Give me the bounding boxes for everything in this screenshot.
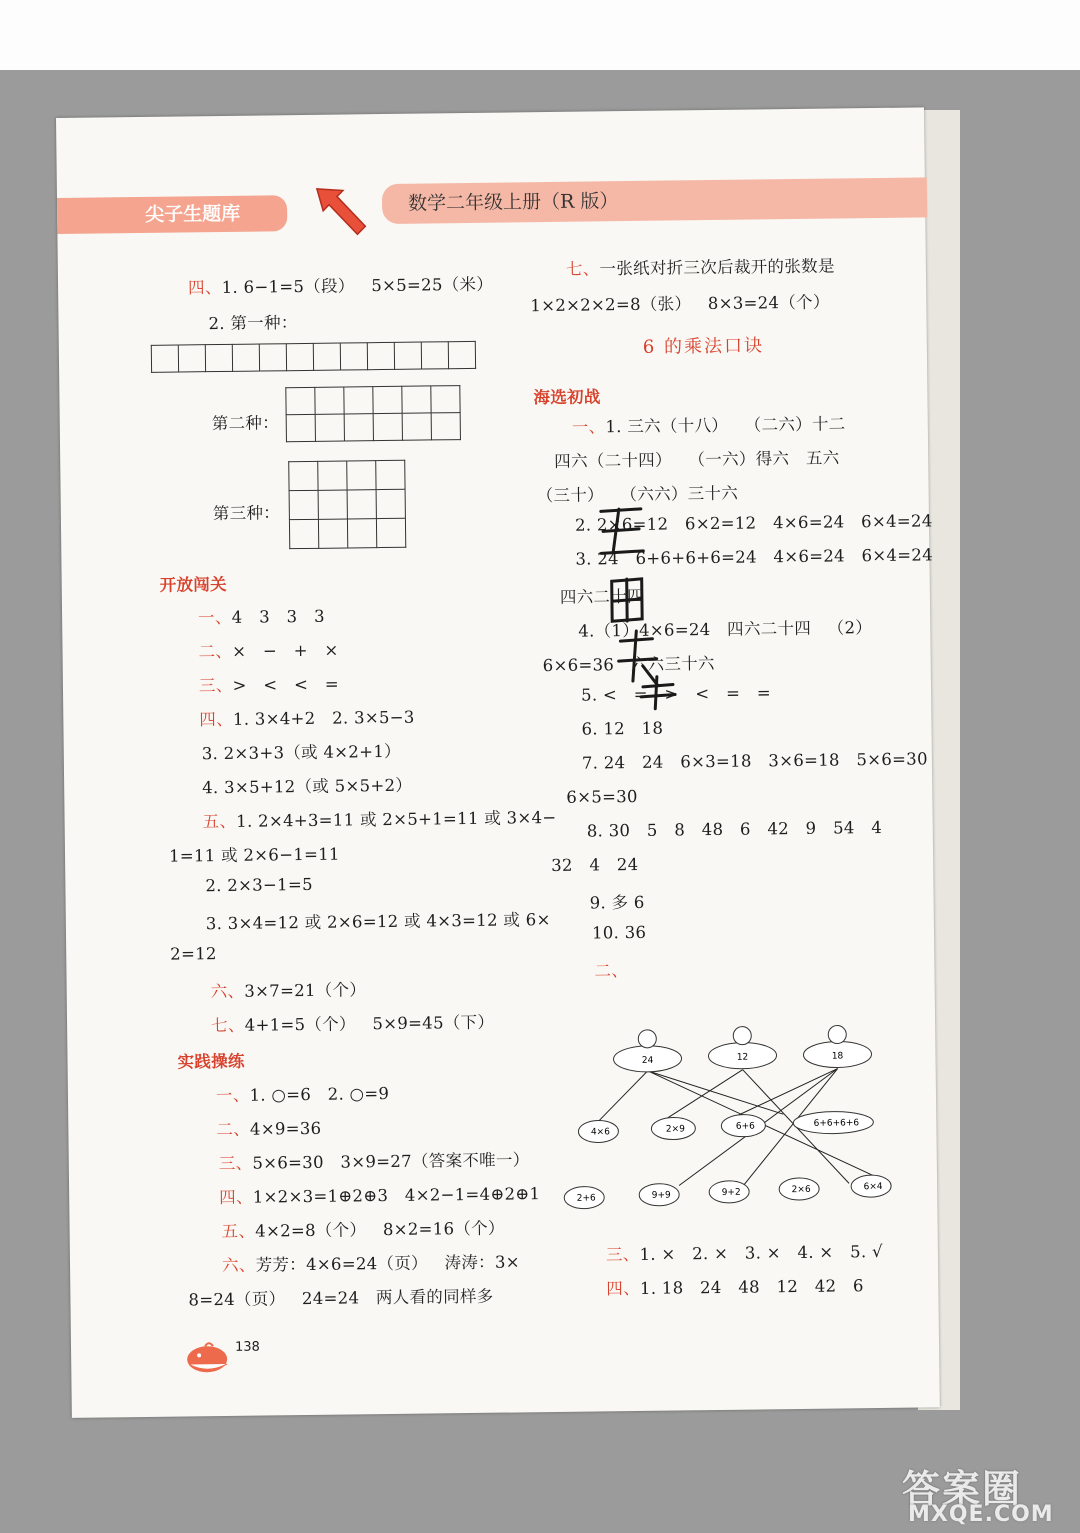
series-banner: 尖子生题库: [57, 195, 287, 234]
cloud-label-12: 12: [736, 1052, 749, 1063]
right-line-14: 6. 12 18: [581, 718, 664, 739]
left-line-14: 2. 2×3−1=5: [205, 874, 313, 896]
left-line-12: 五、1. 2×4+3=11 或 2×5+1=11 或 3×4−: [202, 807, 557, 832]
watermark-url: MXQE.COM: [908, 1502, 1054, 1527]
grid-third: [288, 460, 406, 549]
right-line-16: 6×5=30: [566, 786, 638, 807]
tadpole-label-6x4-sum: 6+6+6+6: [813, 1118, 860, 1129]
left-line-17: 六、3×7=21（个）: [210, 980, 367, 1002]
cloud-label-24: 24: [641, 1055, 654, 1066]
right-line-6: 四六（二十四） （一六）得六 五六: [554, 448, 840, 471]
tadpole-label-4x6: 4×6: [590, 1127, 610, 1138]
right-line-8: 2. 2×6=12 6×2=12 4×6=24 6×4=24: [574, 511, 933, 535]
matching-diagram: [557, 998, 920, 1212]
left-line-24: 五、4×2=8（个） 8×2=16（个）: [221, 1218, 505, 1242]
left-line-26: 8=24（页） 24=24 两人看的同样多: [188, 1286, 494, 1310]
tadpole-label-2x9: 2×9: [665, 1124, 685, 1135]
left-line-1: 四、1. 6−1=5（段） 5×5=25（米）: [187, 274, 494, 298]
left-line-7: 二、× − + ×: [198, 640, 339, 662]
left-line-25: 六、芳芳：4×6=24（页） 涛涛：3×: [221, 1252, 520, 1276]
tadpole-label-9plus9: 9+9: [651, 1190, 671, 1201]
section-heading-sea: 海选初战: [533, 387, 601, 408]
right-line-10: 四六二十四: [559, 586, 645, 607]
section-title-six-table: 6 的乘法口诀: [642, 335, 765, 358]
tadpole-label-6x4: 6×4: [863, 1181, 883, 1193]
right-line-9: 3. 24 6+6+6+6=24 4×6=24 6×4=24: [575, 545, 934, 569]
right-line-15: 7. 24 24 6×3=18 3×6=18 5×6=30: [581, 749, 928, 773]
cloud-label-18: 18: [831, 1051, 844, 1062]
book-title-banner: 数学二年级上册（R 版）: [382, 177, 927, 224]
watermark-title: 答案圈: [902, 1467, 1023, 1511]
right-line-17: 8. 30 5 8 48 6 42 9 54 4: [586, 817, 883, 841]
left-line-23: 四、1×2×3=1⊕2⊕3 4×2−1=4⊕2⊕1: [219, 1184, 541, 1208]
right-line-23: 四、1. 18 24 48 12 42 6: [606, 1276, 864, 1299]
left-line-11: 4. 3×5+12（或 5×5+2）: [202, 775, 413, 798]
right-line-18: 32 4 24: [551, 854, 639, 876]
right-line-2: 1×2×2×2=8（张） 8×3=24（个）: [530, 292, 830, 316]
tadpole-label-6plus6: 6+6: [735, 1121, 755, 1132]
tadpole-label-9plus2: 9+2: [721, 1187, 741, 1198]
left-line-21: 二、4×9=36: [216, 1118, 322, 1140]
left-line-20: 一、1. ○=6 2. ○=9: [215, 1084, 390, 1106]
page-number: 138: [234, 1339, 260, 1355]
left-line-15: 3. 3×4=12 或 2×6=12 或 4×3=12 或 6×: [205, 910, 551, 934]
right-line-5: 一、1. 三六（十八） （二六）十二: [571, 414, 846, 437]
tadpole-label-2plus6: 2+6: [576, 1193, 596, 1204]
right-line-1: 七、一张纸对折三次后裁开的张数是: [565, 256, 835, 279]
right-line-11: 4.（1）4×6=24 四六二十四 （2）: [578, 618, 873, 641]
left-line-16: 2=12: [170, 944, 217, 964]
grid-second: [285, 385, 461, 442]
left-line-2: 2. 第一种：: [208, 313, 298, 334]
left-line-9: 四、1. 3×4+2 2. 3×5−3: [199, 707, 415, 730]
right-line-7: （三十） （六六）三十六: [536, 483, 739, 506]
left-line-4: 第三种：: [212, 503, 281, 524]
scan-margin-top: [0, 0, 1080, 70]
left-line-3: 第二种：: [211, 413, 280, 434]
cloud-18: [803, 1025, 872, 1068]
right-line-19: 9. 多 6: [589, 892, 645, 913]
right-line-12: 6×6=36 六六三十六: [542, 653, 715, 676]
left-line-13: 1=11 或 2×6−1=11: [168, 844, 340, 866]
right-line-13: 5. < = > < = =: [580, 683, 772, 705]
left-line-10: 3. 2×3+3（或 4×2+1）: [201, 741, 402, 764]
grid-first: [151, 341, 476, 373]
left-line-18: 七、4+1=5（个） 5×9=45（下）: [210, 1012, 495, 1036]
whale-icon: [185, 1340, 231, 1375]
tadpole-label-2x6: 2×6: [791, 1184, 811, 1196]
left-line-22: 三、5×6=30 3×9=27（答案不唯一）: [218, 1150, 530, 1174]
right-line-21: 二、: [594, 961, 629, 981]
section-heading-open: 开放闯关: [159, 574, 228, 595]
left-line-8: 三、> < < =: [198, 674, 340, 696]
section-heading-practice: 实践操练: [177, 1051, 245, 1072]
right-line-20: 10. 36: [591, 922, 647, 943]
cloud-24: [613, 1029, 682, 1072]
handwriting-scribble: [531, 490, 704, 712]
answer-page: [56, 107, 940, 1418]
right-line-22: 三、1. × 2. × 3. × 4. × 5. √: [605, 1241, 883, 1265]
cloud-12: [708, 1026, 777, 1069]
left-line-6: 一、4 3 3 3: [198, 606, 325, 628]
arrow-icon: [313, 180, 370, 237]
